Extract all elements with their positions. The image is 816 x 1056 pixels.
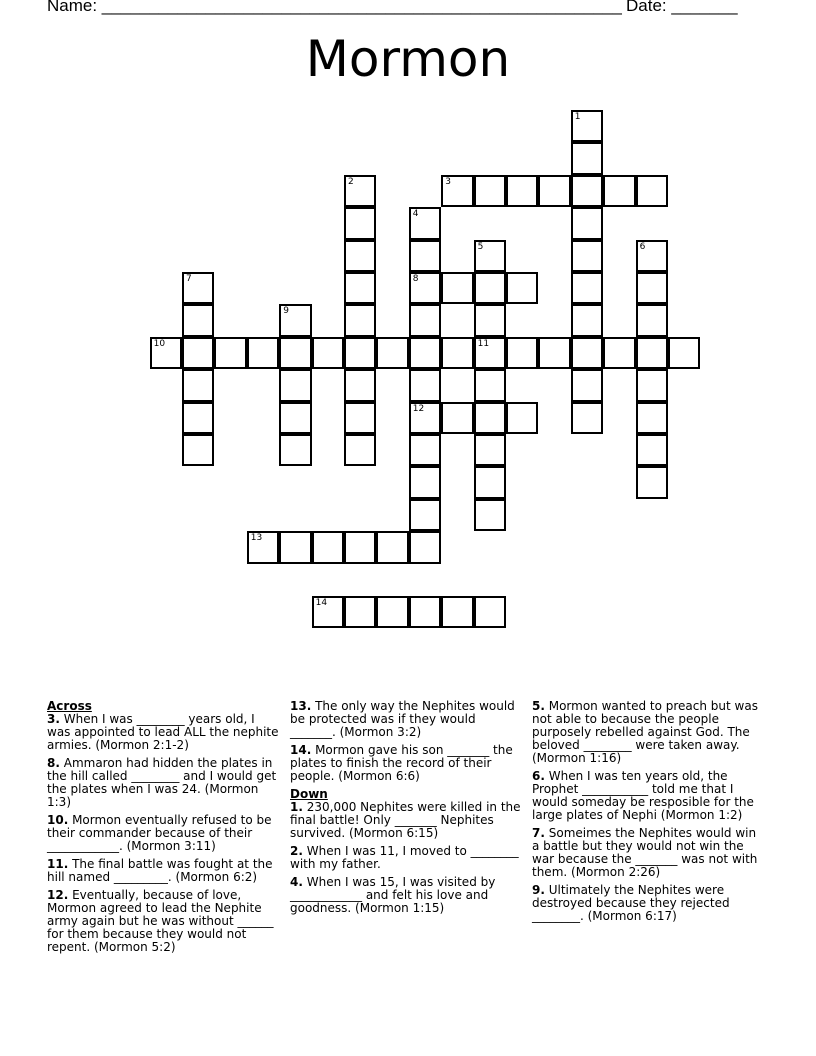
crossword-cell[interactable] [474,240,506,272]
crossword-cell[interactable] [506,337,538,369]
crossword-cell[interactable] [344,337,376,369]
crossword-cell[interactable] [279,434,311,466]
crossword-cell[interactable] [279,402,311,434]
crossword-cell[interactable] [571,142,603,174]
crossword-cell[interactable] [506,175,538,207]
crossword-cell[interactable] [506,402,538,434]
clue-across-3: 3. When I was ________ years old, I was appointed to lead ALL the nephite armies. (Mormon 2:1-2) [47,712,279,752]
clue-number: 13 [250,533,263,544]
crossword-cell[interactable] [214,337,246,369]
crossword-cell[interactable] [279,369,311,401]
crossword-cell[interactable] [150,337,182,369]
crossword-cell[interactable] [344,207,376,239]
crossword-cell[interactable] [344,531,376,563]
crossword-cell[interactable] [506,272,538,304]
crossword-cell[interactable] [571,337,603,369]
clue-across-13: 13. The only way the Nephites would be protected was if they would _______. (Mormon 3:2) [290,699,515,739]
clue-down-1: 1. 230,000 Nephites were killed in the final battle! Only _______ Nephites survived. (Mormon 6:15) [290,800,521,840]
crossword-cell[interactable] [474,499,506,531]
crossword-cell[interactable] [636,369,668,401]
crossword-cell[interactable] [441,402,473,434]
crossword-cell[interactable] [441,337,473,369]
crossword-cell[interactable] [571,207,603,239]
crossword-cell[interactable] [312,596,344,628]
crossword-cell[interactable] [344,304,376,336]
crossword-cell[interactable] [344,272,376,304]
crossword-cell[interactable] [474,434,506,466]
crossword-cell[interactable] [409,272,441,304]
crossword-cell[interactable] [474,596,506,628]
clue-down-4: 4. When I was 15, I was visited by ____________ and felt his love and goodness. (Mormon 1:15) [290,875,496,915]
crossword-cell[interactable] [279,304,311,336]
crossword-cell[interactable] [474,304,506,336]
crossword-cell[interactable] [344,369,376,401]
crossword-cell[interactable] [279,531,311,563]
crossword-cell[interactable] [474,272,506,304]
crossword-cell[interactable] [636,272,668,304]
crossword-cell[interactable] [603,175,635,207]
crossword-cell[interactable] [279,337,311,369]
crossword-cell[interactable] [182,402,214,434]
crossword-cell[interactable] [409,337,441,369]
crossword-cell[interactable] [571,304,603,336]
clue-column-2 [290,700,522,920]
clue-number: 5 [477,241,484,252]
crossword-cell[interactable] [603,337,635,369]
crossword-cell[interactable] [636,337,668,369]
clue-number: 3 [445,176,451,187]
crossword-cell[interactable] [571,272,603,304]
crossword-cell[interactable] [312,337,344,369]
across-heading: Across [47,699,92,713]
crossword-cell[interactable] [312,531,344,563]
date-field-label: Date: _______ [626,0,738,15]
clue-column-3 [532,700,764,928]
crossword-cell[interactable] [409,369,441,401]
clue-down-2: 2. When I was 11, I moved to ________ with my father. [290,844,519,871]
crossword-cell[interactable] [182,304,214,336]
crossword-cell[interactable] [409,240,441,272]
clue-number: 14 [315,598,328,608]
crossword-cell[interactable] [474,466,506,498]
clue-down-5: 5. Mormon wanted to preach but was not able to because the people purposely rebelled against God. The beloved ________ were taken away. (Mormon 1:16) [532,699,758,765]
crossword-cell[interactable] [636,304,668,336]
clue-number: 8 [412,274,419,284]
clue-number: 11 [477,338,490,349]
crossword-cell[interactable] [182,337,214,369]
crossword-cell[interactable] [409,499,441,531]
clue-number: 12 [412,403,425,414]
clue-across-10: 10. Mormon eventually refused to be their commander because of their ____________. (Mormon 3:11) [47,813,272,853]
clue-down-7: 7. Someimes the Nephites would win a battle but they would not win the war because the _______ was not with them. (Mormon 2:26) [532,826,758,879]
crossword-cell[interactable] [441,175,473,207]
clue-down-6: 6. When I was ten years old, the Prophet ___________ told me that I would someday be resposible for the large plates of Nephi (Mormon 1:2) [532,769,754,822]
crossword-cell[interactable] [409,466,441,498]
crossword-cell[interactable] [247,337,279,369]
crossword-cell[interactable] [409,596,441,628]
clue-number: 10 [153,338,166,349]
crossword-cell[interactable] [441,272,473,304]
crossword-cell[interactable] [409,531,441,563]
crossword-cell[interactable] [474,175,506,207]
crossword-cell[interactable] [571,240,603,272]
clue-number: 2 [348,176,354,187]
clue-across-14: 14. Mormon gave his son _______ the plates to finish the record of their people. (Mormon 6:6) [290,743,513,783]
crossword-cell[interactable] [636,466,668,498]
crossword-cell[interactable] [409,434,441,466]
clue-number: 9 [283,306,289,317]
crossword-cell[interactable] [344,596,376,628]
crossword-cell[interactable] [409,207,441,239]
crossword-cell[interactable] [182,369,214,401]
name-field-label: Name: _______________________________________________________ [47,0,622,15]
down-heading: Down [290,787,328,801]
crossword-cell[interactable] [344,434,376,466]
crossword-cell[interactable] [636,240,668,272]
crossword-cell[interactable] [571,175,603,207]
crossword-cell[interactable] [344,175,376,207]
clue-column-1 [47,700,279,959]
crossword-cell[interactable] [474,369,506,401]
crossword-cell[interactable] [409,402,441,434]
crossword-cell[interactable] [376,337,408,369]
crossword-cell[interactable] [474,337,506,369]
clue-number: 6 [639,241,646,252]
crossword-cell[interactable] [344,240,376,272]
clue-number: 4 [412,209,419,220]
crossword-cell[interactable] [538,175,570,207]
crossword-cell[interactable] [636,402,668,434]
crossword-cell[interactable] [376,596,408,628]
crossword-cell[interactable] [344,402,376,434]
crossword-cell[interactable] [247,531,279,563]
clue-down-9: 9. Ultimately the Nephites were destroyed because they rejected ________. (Mormon 6:17) [532,883,730,923]
crossword-cell[interactable] [571,110,603,142]
crossword-cell[interactable] [636,175,668,207]
crossword-cell[interactable] [571,369,603,401]
crossword-cell[interactable] [441,596,473,628]
clue-across-12: 12. Eventually, because of love, Mormon agreed to lead the Nephite army again but he was without ______ for them because they would not repent. (Mormon 5:2) [47,888,274,954]
crossword-cell[interactable] [474,402,506,434]
clue-number: 1 [574,112,581,122]
crossword-cell[interactable] [182,434,214,466]
crossword-cell[interactable] [182,272,214,304]
clue-across-11: 11. The final battle was fought at the hill named _________. (Mormon 6:2) [47,857,273,884]
crossword-cell[interactable] [409,304,441,336]
crossword-cell[interactable] [376,531,408,563]
crossword-cell[interactable] [571,402,603,434]
crossword-cell[interactable] [538,337,570,369]
crossword-cell[interactable] [636,434,668,466]
clue-number: 7 [186,274,192,284]
clue-across-8: 8. Ammaron had hidden the plates in the hill called ________ and I would get the plates when I was 24. (Mormon 1:3) [47,756,277,809]
crossword-cell[interactable] [668,337,700,369]
puzzle-title: Mormon [305,30,511,88]
